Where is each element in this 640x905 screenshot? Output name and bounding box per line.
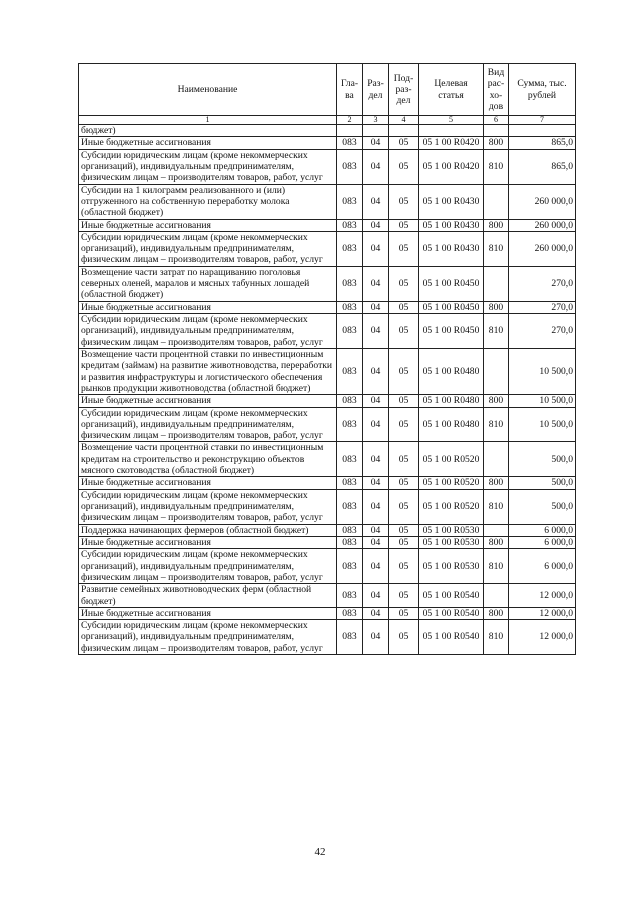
- row-name: Поддержка начинающих фермеров (областной бюджет): [79, 524, 337, 536]
- row-vid: 800: [484, 395, 509, 407]
- table-row: [79, 314, 576, 349]
- table-row: [79, 549, 576, 584]
- row-razdel: 04: [363, 348, 389, 394]
- row-name: бюджет): [79, 125, 337, 137]
- row-podrazdel: 05: [389, 184, 419, 219]
- row-summa: [509, 125, 576, 137]
- table-body: [79, 125, 576, 655]
- row-podrazdel: 05: [389, 137, 419, 149]
- row-podrazdel: 05: [389, 407, 419, 442]
- row-glava: 083: [337, 407, 363, 442]
- row-razdel: 04: [363, 149, 389, 184]
- row-summa: 865,0: [509, 137, 576, 149]
- row-glava: 083: [337, 301, 363, 313]
- table-row: [79, 442, 576, 477]
- table-row: [79, 524, 576, 536]
- row-summa: 270,0: [509, 301, 576, 313]
- row-summa: 500,0: [509, 477, 576, 489]
- row-name: Иные бюджетные ассигнования: [79, 137, 337, 149]
- row-razdel: 04: [363, 395, 389, 407]
- table-row: [79, 184, 576, 219]
- budget-table: [78, 63, 576, 655]
- row-celevaya: 05 1 00 R0430: [419, 219, 484, 231]
- row-glava: 083: [337, 395, 363, 407]
- column-number: 4: [389, 116, 419, 125]
- row-vid: 800: [484, 137, 509, 149]
- row-glava: 083: [337, 489, 363, 524]
- row-vid: 810: [484, 489, 509, 524]
- row-podrazdel: 05: [389, 395, 419, 407]
- row-summa: 6 000,0: [509, 524, 576, 536]
- row-razdel: 04: [363, 442, 389, 477]
- row-vid: 800: [484, 536, 509, 548]
- row-razdel: 04: [363, 314, 389, 349]
- header-podrazdel: Под-раз-дел: [389, 64, 419, 116]
- row-vid: [484, 584, 509, 608]
- row-glava: 083: [337, 149, 363, 184]
- row-summa: 10 500,0: [509, 407, 576, 442]
- column-number: 3: [363, 116, 389, 125]
- row-podrazdel: 05: [389, 536, 419, 548]
- row-glava: 083: [337, 137, 363, 149]
- budget-document: [78, 63, 575, 655]
- header-glava: Гла-ва: [337, 64, 363, 116]
- row-razdel: 04: [363, 301, 389, 313]
- row-glava: 083: [337, 219, 363, 231]
- row-razdel: 04: [363, 477, 389, 489]
- row-celevaya: 05 1 00 R0530: [419, 524, 484, 536]
- row-celevaya: 05 1 00 R0430: [419, 184, 484, 219]
- row-celevaya: 05 1 00 R0520: [419, 442, 484, 477]
- row-glava: 083: [337, 266, 363, 301]
- row-glava: 083: [337, 314, 363, 349]
- row-glava: 083: [337, 536, 363, 548]
- table-row: [79, 477, 576, 489]
- row-celevaya: 05 1 00 R0540: [419, 584, 484, 608]
- table-row: [79, 607, 576, 619]
- row-name: Субсидии юридическим лицам (кроме некоммерческих организаций), индивидуальным предпринимателям, физическим лицам – производителям товаров, работ, услуг: [79, 149, 337, 184]
- row-podrazdel: 05: [389, 314, 419, 349]
- table-row: [79, 219, 576, 231]
- row-razdel: 04: [363, 137, 389, 149]
- row-podrazdel: 05: [389, 348, 419, 394]
- column-number: 6: [484, 116, 509, 125]
- row-razdel: 04: [363, 219, 389, 231]
- row-podrazdel: 05: [389, 442, 419, 477]
- row-celevaya: 05 1 00 R0540: [419, 620, 484, 655]
- row-name: Иные бюджетные ассигнования: [79, 301, 337, 313]
- row-podrazdel: 05: [389, 219, 419, 231]
- row-summa: 270,0: [509, 314, 576, 349]
- row-summa: 865,0: [509, 149, 576, 184]
- row-vid: 810: [484, 407, 509, 442]
- header-celevaya: Целевая статья: [419, 64, 484, 116]
- table-row: [79, 620, 576, 655]
- row-glava: 083: [337, 477, 363, 489]
- row-name: Возмещение части процентной ставки по инвестиционным кредитам (займам) на развитие животноводства, переработки и развития инфраструктуры и логистического обеспечения рынков продукции животноводства (областной бюджет): [79, 348, 337, 394]
- row-vid: 810: [484, 620, 509, 655]
- row-glava: 083: [337, 184, 363, 219]
- row-summa: 12 000,0: [509, 607, 576, 619]
- row-celevaya: 05 1 00 R0450: [419, 314, 484, 349]
- column-number-row: [79, 116, 576, 125]
- row-summa: 10 500,0: [509, 395, 576, 407]
- row-name: Субсидии на 1 килограмм реализованного и (или) отгруженного на собственную переработку молока (областной бюджет): [79, 184, 337, 219]
- row-podrazdel: 05: [389, 149, 419, 184]
- row-vid: [484, 125, 509, 137]
- row-podrazdel: 05: [389, 620, 419, 655]
- row-razdel: 04: [363, 607, 389, 619]
- row-glava: 083: [337, 607, 363, 619]
- column-number: 1: [79, 116, 337, 125]
- row-vid: 810: [484, 149, 509, 184]
- header-summa: Сумма, тыс. рублей: [509, 64, 576, 116]
- table-row: [79, 125, 576, 137]
- row-celevaya: 05 1 00 R0480: [419, 348, 484, 394]
- row-podrazdel: 05: [389, 266, 419, 301]
- row-glava: 083: [337, 549, 363, 584]
- row-name: Субсидии юридическим лицам (кроме некоммерческих организаций), индивидуальным предпринимателям, физическим лицам – производителям товаров, работ, услуг: [79, 231, 337, 266]
- row-vid: 810: [484, 231, 509, 266]
- row-razdel: 04: [363, 584, 389, 608]
- header-name: Наименование: [79, 64, 337, 116]
- row-celevaya: 05 1 00 R0520: [419, 489, 484, 524]
- row-celevaya: 05 1 00 R0420: [419, 137, 484, 149]
- row-glava: 083: [337, 348, 363, 394]
- row-vid: [484, 442, 509, 477]
- table-row: [79, 149, 576, 184]
- row-podrazdel: [389, 125, 419, 137]
- column-number: 5: [419, 116, 484, 125]
- row-celevaya: 05 1 00 R0480: [419, 407, 484, 442]
- row-razdel: 04: [363, 266, 389, 301]
- table-row: [79, 348, 576, 394]
- row-glava: 083: [337, 231, 363, 266]
- table-row: [79, 584, 576, 608]
- row-podrazdel: 05: [389, 549, 419, 584]
- row-vid: [484, 348, 509, 394]
- row-razdel: 04: [363, 524, 389, 536]
- row-summa: 12 000,0: [509, 620, 576, 655]
- row-razdel: 04: [363, 231, 389, 266]
- row-summa: 10 500,0: [509, 348, 576, 394]
- row-vid: 810: [484, 549, 509, 584]
- row-vid: 800: [484, 219, 509, 231]
- row-razdel: 04: [363, 536, 389, 548]
- row-summa: 260 000,0: [509, 231, 576, 266]
- table-row: [79, 395, 576, 407]
- header-razdel: Раз-дел: [363, 64, 389, 116]
- row-celevaya: 05 1 00 R0480: [419, 395, 484, 407]
- row-podrazdel: 05: [389, 477, 419, 489]
- row-podrazdel: 05: [389, 584, 419, 608]
- row-vid: 800: [484, 607, 509, 619]
- row-celevaya: 05 1 00 R0520: [419, 477, 484, 489]
- row-glava: 083: [337, 620, 363, 655]
- table-row: [79, 407, 576, 442]
- row-podrazdel: 05: [389, 301, 419, 313]
- row-razdel: 04: [363, 184, 389, 219]
- row-razdel: 04: [363, 549, 389, 584]
- row-glava: 083: [337, 584, 363, 608]
- row-summa: 260 000,0: [509, 219, 576, 231]
- row-vid: [484, 266, 509, 301]
- row-vid: 800: [484, 301, 509, 313]
- row-vid: 810: [484, 314, 509, 349]
- table-header-row: [79, 64, 576, 116]
- row-summa: 500,0: [509, 442, 576, 477]
- row-razdel: [363, 125, 389, 137]
- row-razdel: 04: [363, 620, 389, 655]
- row-razdel: 04: [363, 407, 389, 442]
- row-celevaya: [419, 125, 484, 137]
- row-celevaya: 05 1 00 R0450: [419, 301, 484, 313]
- table-row: [79, 301, 576, 313]
- row-name: Возмещение части затрат по наращиванию поголовья северных оленей, маралов и мясных табунных лошадей (областной бюджет): [79, 266, 337, 301]
- row-celevaya: 05 1 00 R0540: [419, 607, 484, 619]
- row-name: Иные бюджетные ассигнования: [79, 395, 337, 407]
- row-name: Иные бюджетные ассигнования: [79, 477, 337, 489]
- row-summa: 6 000,0: [509, 536, 576, 548]
- row-podrazdel: 05: [389, 607, 419, 619]
- row-name: Иные бюджетные ассигнования: [79, 536, 337, 548]
- row-name: Субсидии юридическим лицам (кроме некоммерческих организаций), индивидуальным предпринимателям, физическим лицам – производителям товаров, работ, услуг: [79, 314, 337, 349]
- row-name: Развитие семейных животноводческих ферм (областной бюджет): [79, 584, 337, 608]
- row-name: Субсидии юридическим лицам (кроме некоммерческих организаций), индивидуальным предпринимателям, физическим лицам – производителям товаров, работ, услуг: [79, 549, 337, 584]
- table-row: [79, 489, 576, 524]
- row-summa: 12 000,0: [509, 584, 576, 608]
- table-row: [79, 266, 576, 301]
- row-name: Субсидии юридическим лицам (кроме некоммерческих организаций), индивидуальным предпринимателям, физическим лицам – производителям товаров, работ, услуг: [79, 407, 337, 442]
- column-number: 2: [337, 116, 363, 125]
- table-row: [79, 231, 576, 266]
- table-row: [79, 536, 576, 548]
- row-celevaya: 05 1 00 R0530: [419, 549, 484, 584]
- page-number: 42: [314, 846, 326, 858]
- row-summa: 500,0: [509, 489, 576, 524]
- row-name: Иные бюджетные ассигнования: [79, 607, 337, 619]
- row-name: Субсидии юридическим лицам (кроме некоммерческих организаций), индивидуальным предпринимателям, физическим лицам – производителям товаров, работ, услуг: [79, 620, 337, 655]
- row-celevaya: 05 1 00 R0450: [419, 266, 484, 301]
- row-vid: [484, 524, 509, 536]
- row-name: Возмещение части процентной ставки по инвестиционным кредитам на строительство и реконструкцию объектов мясного скотоводства (областной бюджет): [79, 442, 337, 477]
- row-summa: 260 000,0: [509, 184, 576, 219]
- row-glava: [337, 125, 363, 137]
- row-vid: 800: [484, 477, 509, 489]
- row-summa: 6 000,0: [509, 549, 576, 584]
- row-name: Иные бюджетные ассигнования: [79, 219, 337, 231]
- row-podrazdel: 05: [389, 489, 419, 524]
- row-summa: 270,0: [509, 266, 576, 301]
- row-celevaya: 05 1 00 R0420: [419, 149, 484, 184]
- row-celevaya: 05 1 00 R0530: [419, 536, 484, 548]
- row-vid: [484, 184, 509, 219]
- row-glava: 083: [337, 442, 363, 477]
- row-name: Субсидии юридическим лицам (кроме некоммерческих организаций), индивидуальным предпринимателям, физическим лицам – производителям товаров, работ, услуг: [79, 489, 337, 524]
- row-podrazdel: 05: [389, 231, 419, 266]
- table-row: [79, 137, 576, 149]
- row-podrazdel: 05: [389, 524, 419, 536]
- row-celevaya: 05 1 00 R0430: [419, 231, 484, 266]
- column-number: 7: [509, 116, 576, 125]
- header-vid: Вид рас-хо-дов: [484, 64, 509, 116]
- row-glava: 083: [337, 524, 363, 536]
- row-razdel: 04: [363, 489, 389, 524]
